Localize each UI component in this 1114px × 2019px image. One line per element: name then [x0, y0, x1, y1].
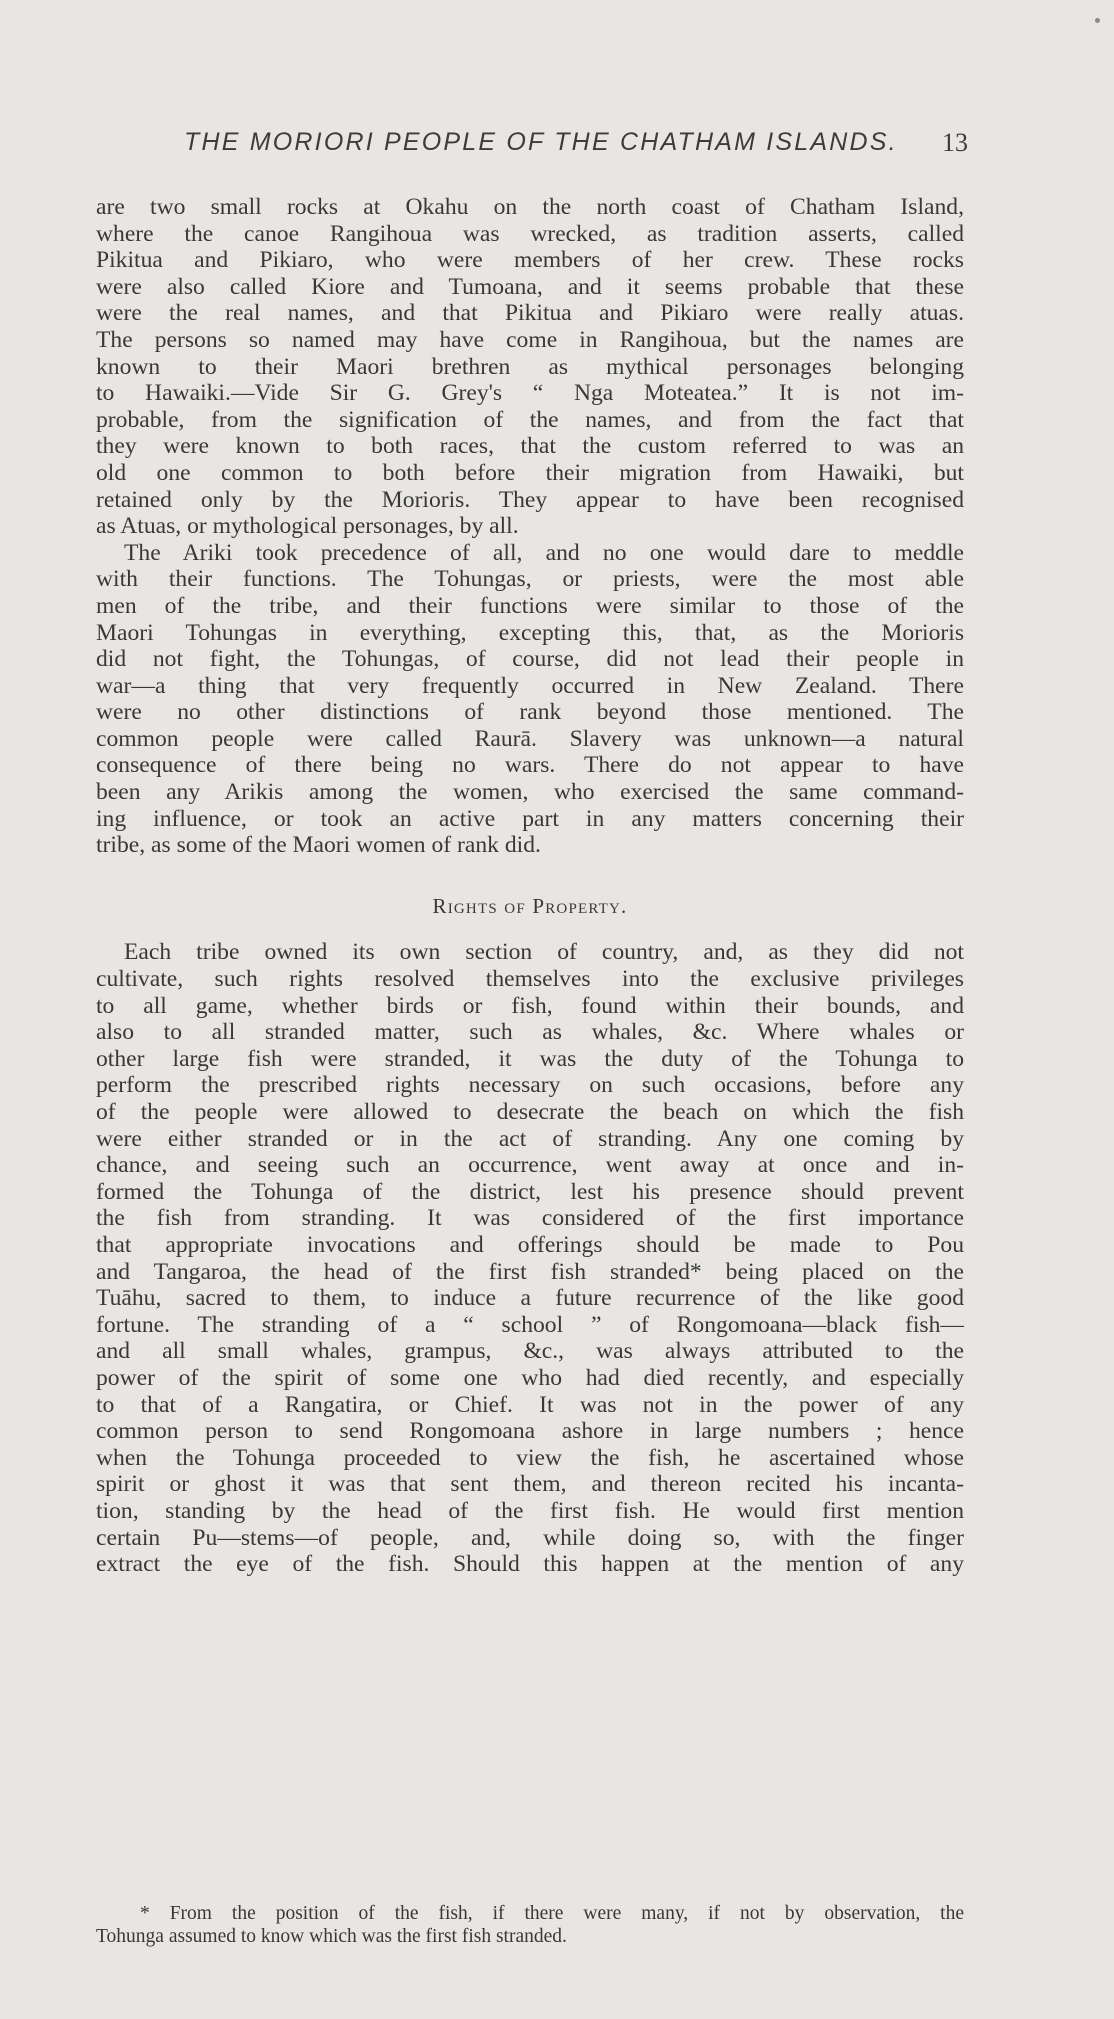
text-line: other large fish were stranded, it was the duty of the Tohunga to: [96, 1045, 964, 1072]
text-line: to that of a Rangatira, or Chief. It was not in the power of any: [96, 1391, 964, 1418]
paragraph-ariki: [96, 540, 964, 859]
text-line: extract the eye of the fish. Should this happen at the mention of any: [96, 1551, 964, 1578]
text-line: war—a thing that very frequently occurred in New Zealand. There: [96, 672, 964, 699]
text-line: were either stranded or in the act of stranding. Any one coming by: [96, 1125, 964, 1152]
text-line: that appropriate invocations and offerings should be made to Pou: [96, 1231, 964, 1258]
text-line: ing influence, or took an active part in any matters concerning their: [96, 805, 964, 832]
text-line: known to their Maori brethren as mythical personages belonging: [96, 353, 964, 380]
footnote-line: Tohunga assumed to know which was the first fish stranded.: [96, 1926, 567, 1947]
text-line: been any Arikis among the women, who exercised the same command-: [96, 779, 964, 806]
text-line: power of the spirit of some one who had died recently, and especially: [96, 1364, 964, 1391]
text-line: consequence of there being no wars. There do not appear to have: [96, 752, 964, 779]
text-line: Maori Tohungas in everything, excepting this, that, as the Morioris: [96, 619, 964, 646]
text-line: certain Pu—stems—of people, and, while doing so, with the finger: [96, 1524, 964, 1551]
text-line: tribe, as some of the Maori women of rank did.: [96, 832, 541, 859]
paragraph-property: [96, 939, 964, 1577]
text-line: were no other distinctions of rank beyond those mentioned. The: [96, 699, 964, 726]
text-line: are two small rocks at Okahu on the north coast of Chatham Island,: [96, 194, 964, 220]
footnote: [96, 1902, 964, 1948]
paper-speck: [1095, 18, 1100, 23]
text-line: did not fight, the Tohungas, of course, did not lead their people in: [96, 646, 964, 673]
paragraph-continued: [96, 194, 964, 540]
text-line: and Tangaroa, the head of the first fish stranded* being placed on the: [96, 1258, 964, 1285]
text-line: also to all stranded matter, such as whales, &c. Where whales or: [96, 1019, 964, 1046]
text-line: spirit or ghost it was that sent them, and thereon recited his incanta-: [96, 1471, 964, 1498]
running-title: THE MORIORI PEOPLE OF THE CHATHAM ISLANDS.: [184, 128, 898, 156]
text-line: where the canoe Rangihoua was wrecked, as tradition asserts, called: [96, 220, 964, 247]
text-line: retained only by the Morioris. They appear to have been recognised: [96, 486, 964, 513]
text-line: chance, and seeing such an occurrence, went away at once and in-: [96, 1152, 964, 1179]
text-line: common people were called Raurā. Slavery was unknown—a natural: [96, 725, 964, 752]
text-line: of the people were allowed to desecrate the beach on which the fish: [96, 1099, 964, 1125]
text-line: the fish from stranding. It was considered of the first importance: [96, 1205, 964, 1232]
page-number: 13: [942, 128, 968, 157]
text-line: Each tribe owned its own section of country, and, as they did not: [124, 939, 964, 966]
text-line: probable, from the signification of the names, and from the fact that: [96, 406, 964, 433]
text-line: to all game, whether birds or fish, found within their bounds, and: [96, 992, 964, 1019]
text-line: men of the tribe, and their functions were similar to those of the: [96, 592, 964, 619]
text-line: were also called Kiore and Tumoana, and it seems probable that these: [96, 273, 964, 300]
text-line: with their functions. The Tohungas, or priests, were the most able: [96, 566, 964, 593]
text-line: The persons so named may have come in Rangihoua, but the names are: [96, 326, 964, 353]
text-line: common person to send Rongomoana ashore in large numbers ; hence: [96, 1418, 964, 1445]
text-line: as Atuas, or mythological personages, by all.: [96, 513, 519, 540]
text-line: to Hawaiki.—Vide Sir G. Grey's “ Nga Moteatea.” It is not im-: [96, 380, 964, 407]
text-line: fortune. The stranding of a “ school ” of Rongomoana—black fish—: [96, 1311, 964, 1338]
text-line: when the Tohunga proceeded to view the fish, he ascertained whose: [96, 1444, 964, 1471]
text-line: Tuāhu, sacred to them, to induce a future recurrence of the like good: [96, 1285, 964, 1312]
page-header: [184, 128, 968, 168]
text-line: were the real names, and that Pikitua and Pikiaro were really atuas.: [96, 300, 964, 327]
text-line: Pikitua and Pikiaro, who were members of her crew. These rocks: [96, 247, 964, 274]
page-body: [96, 194, 964, 1578]
text-line: they were known to both races, that the custom referred to was an: [96, 433, 964, 460]
text-line: and all small whales, grampus, &c., was always attributed to the: [96, 1338, 964, 1365]
section-heading: Rights of Property.: [432, 893, 628, 918]
text-line: tion, standing by the head of the first fish. He would first mention: [96, 1497, 964, 1524]
text-line: The Ariki took precedence of all, and no one would dare to meddle: [124, 539, 964, 566]
footnote-line: * From the position of the fish, if there were many, if not by observation, the: [140, 1903, 964, 1924]
text-line: perform the prescribed rights necessary on such occasions, before any: [96, 1072, 964, 1099]
text-line: old one common to both before their migration from Hawaiki, but: [96, 459, 964, 486]
text-line: cultivate, such rights resolved themselves into the exclusive privileges: [96, 966, 964, 993]
text-line: formed the Tohunga of the district, lest his presence should prevent: [96, 1178, 964, 1205]
